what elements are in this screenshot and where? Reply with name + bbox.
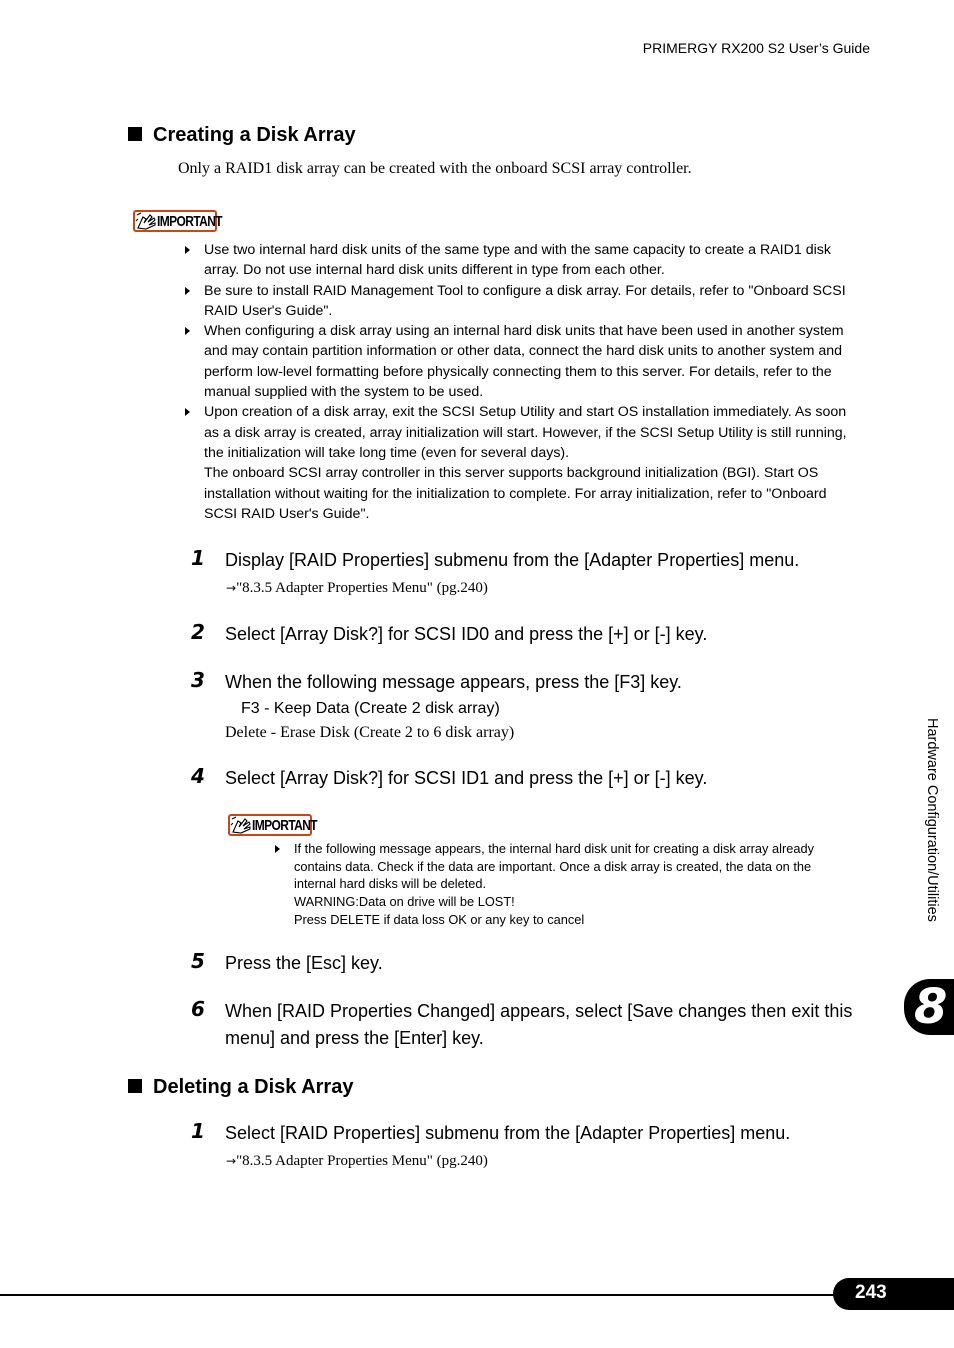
intro-paragraph: Only a RAID1 disk array can be created with the onboard SCSI array controller. [178,160,692,177]
page-number: 243 [855,1282,887,1303]
note-item [273,840,873,929]
triangle-bullet-icon [185,408,190,416]
note-line: When configuring a disk array using an internal hard disk units that have been used in another system [204,323,844,340]
chapter-tab [904,979,954,1035]
step-text [225,998,852,1052]
arrow-right-icon: → [226,1154,237,1168]
pointing-hand-icon [135,211,159,231]
section-heading-text: Deleting a Disk Array [153,1076,354,1098]
note-line: internal hard disks will be deleted. [294,876,487,892]
step-number: 3 [191,668,205,692]
square-bullet-icon [128,1079,142,1093]
note-line: RAID User's Guide". [204,302,333,319]
note-line: contains data. Check if the data are important. Once a disk array is created, the data on the [294,858,812,874]
chapter-number: 8 [914,979,948,1035]
triangle-bullet-icon [185,287,190,295]
step-number: 2 [191,620,205,644]
note-line: Press DELETE if data loss OK or any key to cancel [294,911,585,927]
note-line: Be sure to install RAID Management Tool to configure a disk array. For details, refer to "Onboard SCSI [204,282,846,299]
note-item [183,281,873,322]
note-line: and may contain partition information or other data, connect the hard disk units to another system and [204,343,843,360]
note-line: the initialization will take long time (even for several days). [204,444,570,461]
note-line: SCSI RAID User's Guide". [204,505,370,522]
important-label: IMPORTANT [157,212,223,230]
message-line: F3 - Keep Data (Create 2 disk array) [241,700,500,717]
note-item [183,402,873,524]
step-text: When the following message appears, press the [F3] key. [225,672,682,692]
note-line: WARNING:Data on drive will be LOST! [294,894,515,910]
running-header: PRIMERGY RX200 S2 User’s Guide [642,40,870,56]
note-line: array. Do not use internal hard disk units different in type from each other. [204,262,665,279]
note-line: The onboard SCSI array controller in this server supports background initialization (BGI). Start OS [204,465,819,482]
important-badge [133,210,223,232]
note-line: Use two internal hard disk units of the same type and with the same capacity to create a RAID1 disk [204,242,831,258]
note-item [183,240,873,281]
arrow-right-icon: → [226,581,237,595]
note-line: manual supplied with the system to be used. [204,384,484,401]
step-text: Select [Array Disk?] for SCSI ID1 and press the [+] or [-] key. [225,768,708,788]
section-heading-deleting [128,1076,353,1099]
step-text: Press the [Esc] key. [225,953,383,973]
footer-rule [0,1294,840,1296]
step4-important-note [273,840,873,929]
section-heading-creating [128,124,356,147]
pointing-hand-icon [230,815,254,835]
step-text-line: When [RAID Properties Changed] appears, select [Save changes then exit this [225,1001,853,1021]
step-number: 6 [191,997,205,1021]
cross-reference[interactable] [226,1153,488,1170]
note-line: perform low-level formatting before physically connecting them to this server. For details, refer to the [204,363,832,380]
step-number: 4 [191,764,205,788]
step-text: Select [RAID Properties] submenu from the [Adapter Properties] menu. [225,1123,791,1143]
square-bullet-icon [128,127,142,141]
triangle-bullet-icon [185,327,190,335]
triangle-bullet-icon [185,246,190,254]
cross-reference-text[interactable]: "8.3.5 Adapter Properties Menu" (pg.240) [236,1153,488,1169]
message-line: Delete - Erase Disk (Create 2 to 6 disk array) [225,724,515,741]
page-number-tab [833,1278,954,1310]
note-line: If the following message appears, the internal hard disk unit for creating a disk array already [294,841,814,856]
note-line: Upon creation of a disk array, exit the SCSI Setup Utility and start OS installation immediately. As soon [204,404,847,421]
step-text-line: menu] and press the [Enter] key. [225,1028,484,1048]
important-notes [183,240,873,524]
important-badge [228,814,318,836]
step-number: 5 [191,949,205,973]
chapter-side-label: Hardware Configuration/Utilities [924,718,940,922]
cross-reference-text[interactable]: "8.3.5 Adapter Properties Menu" (pg.240) [236,580,488,596]
note-line: installation without waiting for the initialization to complete. For array initialization, refer to "Onboard [204,485,827,502]
note-item [183,321,873,402]
step-number: 1 [191,1119,205,1143]
step-text: Select [Array Disk?] for SCSI ID0 and press the [+] or [-] key. [225,624,708,644]
section-heading-text: Creating a Disk Array [153,124,356,146]
step-number: 1 [191,546,205,570]
cross-reference[interactable] [226,580,488,597]
important-label: IMPORTANT [252,816,318,834]
note-line: as a disk array is created, array initialization will start. However, if the SCSI Setup Utility is still running, [204,424,847,441]
triangle-bullet-icon [275,845,280,853]
step-text: Display [RAID Properties] submenu from the [Adapter Properties] menu. [225,550,800,570]
